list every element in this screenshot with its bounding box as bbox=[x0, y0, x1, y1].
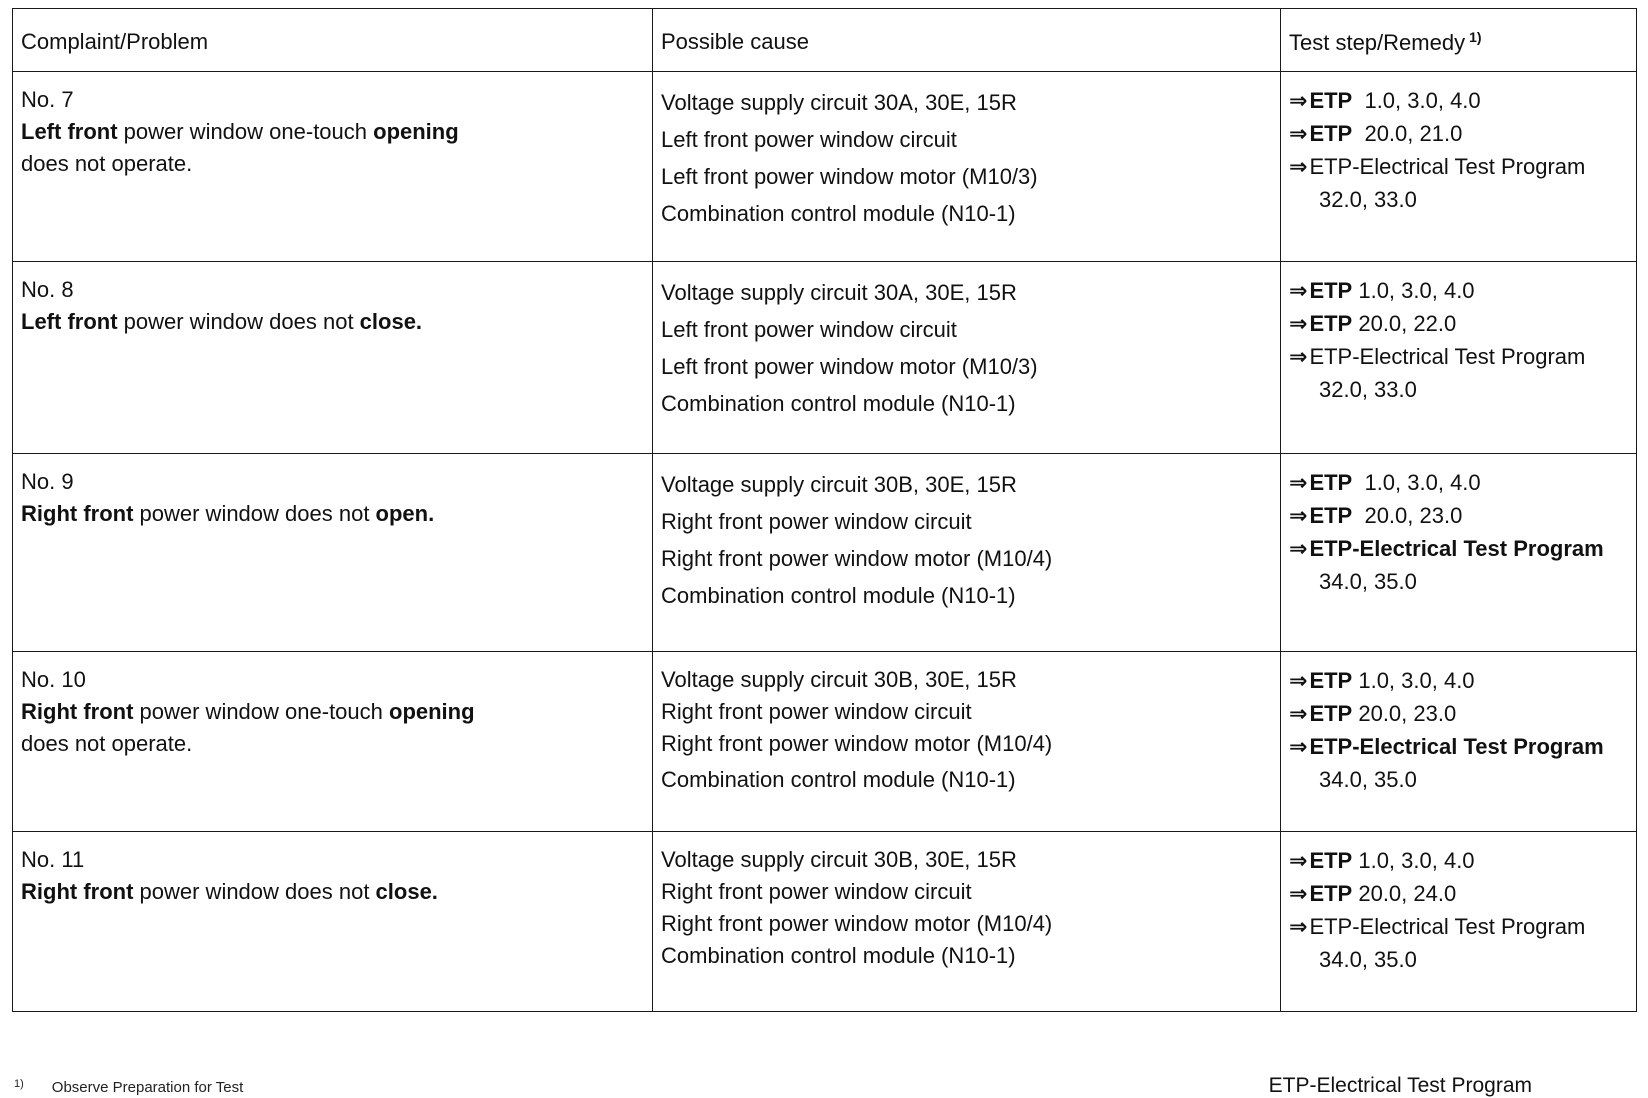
cause-item: Voltage supply circuit 30B, 30E, 15R bbox=[661, 472, 1017, 497]
remedy-label: ETP bbox=[1309, 278, 1353, 303]
remedy-label: ETP bbox=[1309, 470, 1353, 495]
remedy-label: ETP bbox=[1309, 848, 1353, 873]
complaint-text: power window does not bbox=[133, 879, 376, 904]
remedy-value: 20.0, 22.0 bbox=[1352, 311, 1457, 336]
complaint-bold-action: open. bbox=[375, 501, 435, 526]
arrow-right-icon: ⇒ bbox=[1289, 154, 1308, 179]
remedy-label: ETP-Electrical Test Program bbox=[1309, 734, 1604, 759]
complaint-number: No. 10 bbox=[21, 667, 86, 692]
table-header-row bbox=[13, 9, 1637, 72]
cause-item: Voltage supply circuit 30B, 30E, 15R bbox=[661, 847, 1017, 872]
remedy-item bbox=[1289, 910, 1636, 943]
remedy-extra: 34.0, 35.0 bbox=[1319, 947, 1417, 972]
complaint-line-1 bbox=[21, 498, 652, 530]
complaint-bold-location: Right front bbox=[21, 699, 134, 724]
arrow-right-icon: ⇒ bbox=[1289, 848, 1308, 873]
complaint-text: power window one-touch bbox=[117, 119, 374, 144]
remedy-value: 1.0, 3.0, 4.0 bbox=[1352, 470, 1481, 495]
remedy-extra: 34.0, 35.0 bbox=[1319, 569, 1417, 594]
complaint-number: No. 7 bbox=[21, 87, 74, 112]
remedy-value: 20.0, 21.0 bbox=[1352, 121, 1463, 146]
cause-item: Combination control module (N10-1) bbox=[661, 583, 1016, 608]
remedy-value: 1.0, 3.0, 4.0 bbox=[1352, 848, 1475, 873]
remedy-label: ETP bbox=[1309, 121, 1353, 146]
complaint-line-1 bbox=[21, 116, 652, 148]
remedy-item bbox=[1289, 844, 1636, 877]
cause-item: Left front power window motor (M10/3) bbox=[661, 164, 1038, 189]
footer-program-label: ETP-Electrical Test Program bbox=[1268, 1074, 1532, 1097]
cause-item: Right front power window motor (M10/4) bbox=[661, 911, 1053, 936]
remedy-label: ETP bbox=[1309, 701, 1353, 726]
cause-item: Right front power window circuit bbox=[661, 509, 972, 534]
remedy-item bbox=[1289, 532, 1636, 565]
cause-item: Left front power window circuit bbox=[661, 127, 957, 152]
arrow-right-icon: ⇒ bbox=[1289, 311, 1308, 336]
arrow-right-icon: ⇒ bbox=[1289, 881, 1308, 906]
remedy-label: ETP-Electrical Test Program bbox=[1309, 154, 1586, 179]
remedy-item bbox=[1289, 274, 1636, 307]
complaint-cell bbox=[13, 454, 653, 652]
table-row bbox=[13, 832, 1637, 1012]
cause-item: Right front power window motor (M10/4) bbox=[661, 731, 1053, 756]
complaint-cell bbox=[13, 652, 653, 832]
remedy-item bbox=[1289, 730, 1636, 763]
remedy-item bbox=[1289, 664, 1636, 697]
table-row bbox=[13, 72, 1637, 262]
remedy-item bbox=[1289, 307, 1636, 340]
cause-item: Right front power window motor (M10/4) bbox=[661, 546, 1053, 571]
remedy-item bbox=[1289, 117, 1636, 150]
complaint-bold-action: opening bbox=[389, 699, 475, 724]
complaint-bold-action: close. bbox=[375, 879, 438, 904]
remedy-cell bbox=[1281, 262, 1637, 454]
cause-cell bbox=[653, 652, 1281, 832]
cause-item: Voltage supply circuit 30A, 30E, 15R bbox=[661, 280, 1017, 305]
arrow-right-icon: ⇒ bbox=[1289, 344, 1308, 369]
remedy-cell bbox=[1281, 652, 1637, 832]
arrow-right-icon: ⇒ bbox=[1289, 503, 1308, 528]
remedy-label: ETP bbox=[1309, 88, 1353, 113]
complaint-line-2: does not operate. bbox=[21, 731, 193, 756]
complaint-text: power window does not bbox=[117, 309, 360, 334]
table-row bbox=[13, 652, 1637, 832]
header-cause: Possible cause bbox=[653, 9, 1281, 72]
table-row bbox=[13, 262, 1637, 454]
cause-item: Right front power window circuit bbox=[661, 699, 972, 724]
cause-item: Combination control module (N10-1) bbox=[661, 943, 1016, 968]
complaint-bold-location: Left front bbox=[21, 119, 118, 144]
complaint-bold-location: Right front bbox=[21, 879, 134, 904]
troubleshooting-table bbox=[12, 8, 1637, 1012]
remedy-item bbox=[1289, 150, 1636, 183]
complaint-text: power window one-touch bbox=[133, 699, 389, 724]
complaint-line-1 bbox=[21, 696, 652, 728]
remedy-value: 20.0, 23.0 bbox=[1352, 701, 1457, 726]
footnote-mark: 1) bbox=[14, 1078, 24, 1090]
arrow-right-icon: ⇒ bbox=[1289, 536, 1308, 561]
complaint-number: No. 11 bbox=[21, 847, 85, 872]
remedy-label: ETP bbox=[1309, 668, 1353, 693]
cause-item: Left front power window motor (M10/3) bbox=[661, 354, 1038, 379]
header-complaint: Complaint/Problem bbox=[13, 9, 653, 72]
cause-item: Left front power window circuit bbox=[661, 317, 957, 342]
arrow-right-icon: ⇒ bbox=[1289, 278, 1308, 303]
remedy-value: 1.0, 3.0, 4.0 bbox=[1352, 668, 1475, 693]
cause-item: Voltage supply circuit 30A, 30E, 15R bbox=[661, 90, 1017, 115]
complaint-bold-location: Right front bbox=[21, 501, 134, 526]
remedy-item bbox=[1289, 697, 1636, 730]
complaint-text: power window does not bbox=[133, 501, 376, 526]
cause-item: Combination control module (N10-1) bbox=[661, 391, 1016, 416]
remedy-value: 1.0, 3.0, 4.0 bbox=[1352, 88, 1481, 113]
remedy-cell bbox=[1281, 454, 1637, 652]
arrow-right-icon: ⇒ bbox=[1289, 88, 1308, 113]
remedy-label: ETP-Electrical Test Program bbox=[1309, 914, 1586, 939]
remedy-value: 20.0, 23.0 bbox=[1352, 503, 1463, 528]
remedy-extra: 34.0, 35.0 bbox=[1319, 767, 1417, 792]
complaint-bold-location: Left front bbox=[21, 309, 118, 334]
header-remedy-footnote-mark: 1) bbox=[1469, 28, 1482, 45]
complaint-bold-action: opening bbox=[373, 119, 459, 144]
remedy-item bbox=[1289, 466, 1636, 499]
complaint-number: No. 8 bbox=[21, 277, 74, 302]
remedy-cell bbox=[1281, 832, 1637, 1012]
remedy-item bbox=[1289, 84, 1636, 117]
cause-cell bbox=[653, 72, 1281, 262]
arrow-right-icon: ⇒ bbox=[1289, 734, 1308, 759]
remedy-cell bbox=[1281, 72, 1637, 262]
arrow-right-icon: ⇒ bbox=[1289, 701, 1308, 726]
complaint-cell bbox=[13, 262, 653, 454]
cause-cell bbox=[653, 832, 1281, 1012]
table-row bbox=[13, 454, 1637, 652]
cause-item: Voltage supply circuit 30B, 30E, 15R bbox=[661, 667, 1017, 692]
complaint-line-1 bbox=[21, 876, 652, 908]
arrow-right-icon: ⇒ bbox=[1289, 470, 1308, 495]
remedy-item bbox=[1289, 340, 1636, 373]
remedy-label: ETP bbox=[1309, 503, 1353, 528]
cause-item: Right front power window circuit bbox=[661, 879, 972, 904]
arrow-right-icon: ⇒ bbox=[1289, 914, 1308, 939]
remedy-extra: 32.0, 33.0 bbox=[1319, 187, 1417, 212]
header-remedy bbox=[1281, 9, 1637, 72]
cause-cell bbox=[653, 454, 1281, 652]
arrow-right-icon: ⇒ bbox=[1289, 121, 1308, 146]
complaint-cell bbox=[13, 72, 653, 262]
remedy-label: ETP-Electrical Test Program bbox=[1309, 536, 1604, 561]
remedy-item bbox=[1289, 877, 1636, 910]
header-remedy-label: Test step/Remedy bbox=[1289, 29, 1466, 55]
complaint-cell bbox=[13, 832, 653, 1012]
complaint-bold-action: close. bbox=[359, 309, 423, 334]
remedy-label: ETP-Electrical Test Program bbox=[1309, 344, 1586, 369]
remedy-value: 20.0, 24.0 bbox=[1352, 881, 1457, 906]
remedy-label: ETP bbox=[1309, 881, 1353, 906]
footnote bbox=[14, 1078, 243, 1096]
arrow-right-icon: ⇒ bbox=[1289, 668, 1308, 693]
remedy-value: 1.0, 3.0, 4.0 bbox=[1352, 278, 1475, 303]
cause-cell bbox=[653, 262, 1281, 454]
footnote-text: Observe Preparation for Test bbox=[51, 1079, 244, 1096]
complaint-line-1 bbox=[21, 306, 652, 338]
remedy-item bbox=[1289, 499, 1636, 532]
remedy-label: ETP bbox=[1309, 311, 1353, 336]
remedy-extra: 32.0, 33.0 bbox=[1319, 377, 1417, 402]
cause-item: Combination control module (N10-1) bbox=[661, 201, 1016, 226]
complaint-number: No. 9 bbox=[21, 469, 74, 494]
complaint-line-2: does not operate. bbox=[21, 151, 193, 176]
cause-item: Combination control module (N10-1) bbox=[661, 767, 1016, 792]
